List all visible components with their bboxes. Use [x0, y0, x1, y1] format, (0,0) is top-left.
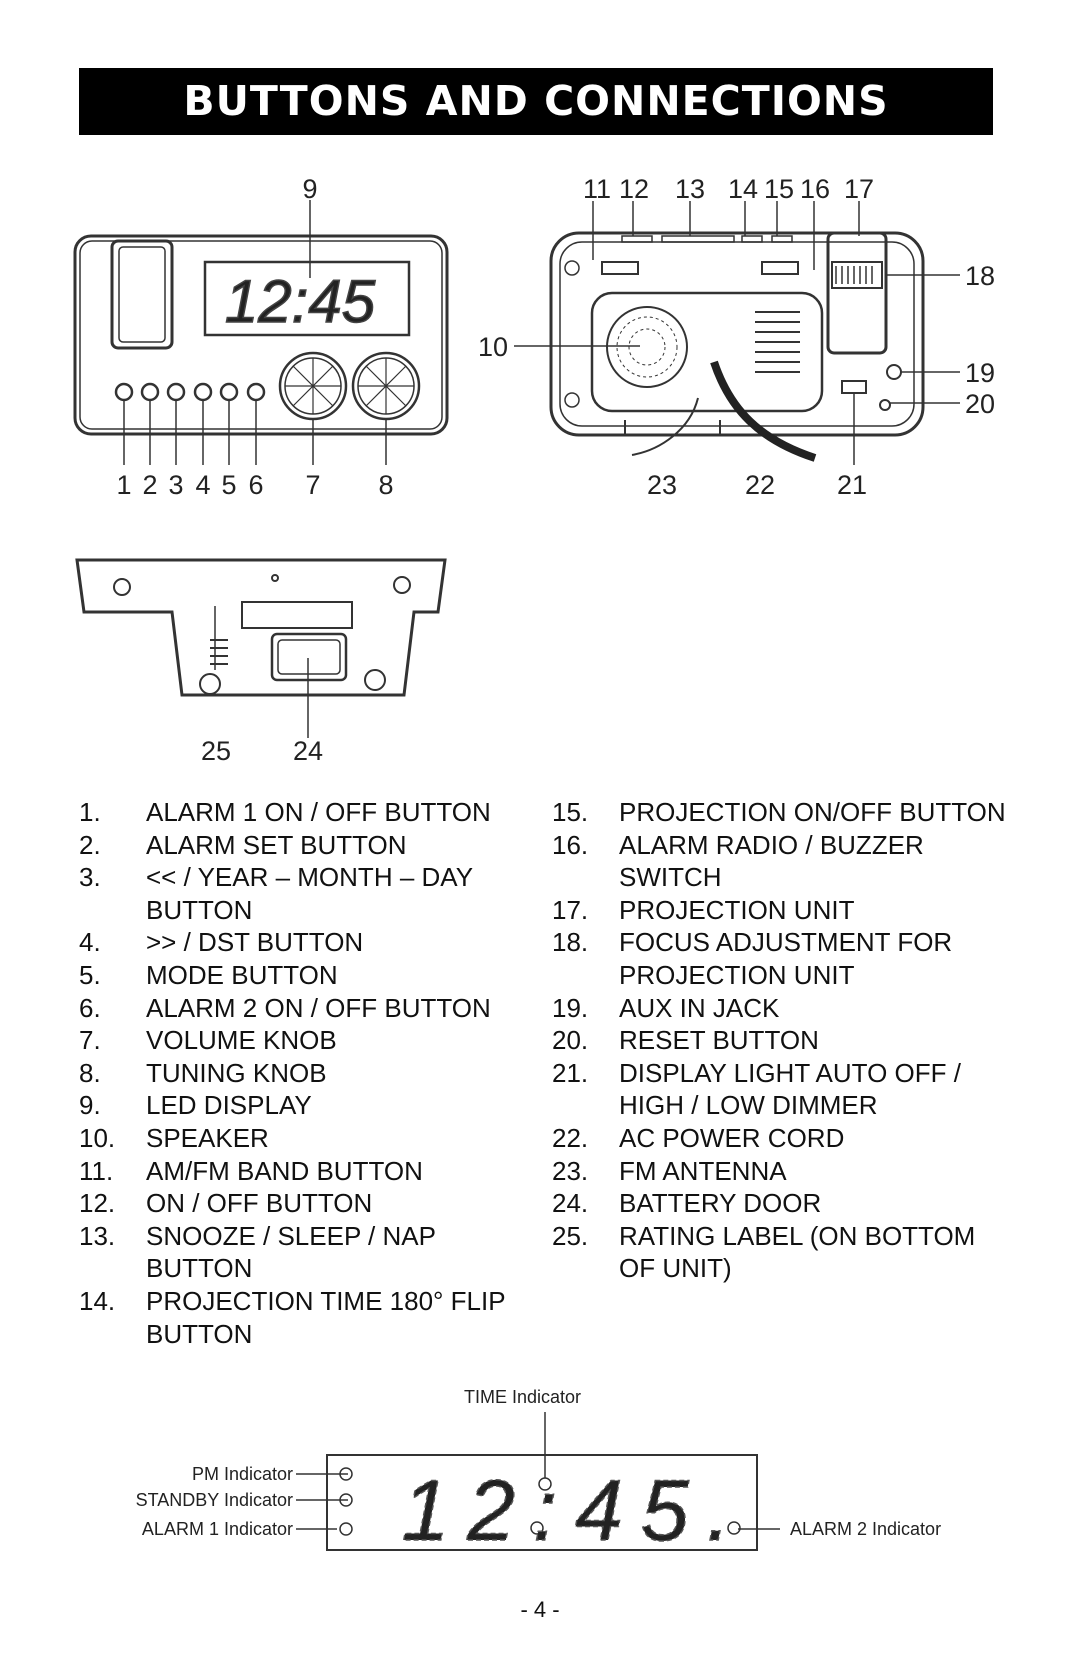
callout-3: 3	[168, 470, 184, 500]
standby-indicator-label: STANDBY Indicator	[135, 1490, 293, 1510]
page-number: - 4 -	[520, 1597, 560, 1622]
legend-item-number: 18.	[552, 927, 589, 958]
battery-door	[272, 634, 346, 680]
aux-in-jack	[887, 365, 901, 379]
legend-item-label: ALARM 1 ON / OFF BUTTON	[146, 797, 491, 827]
legend-item-label: ON / OFF BUTTON	[146, 1188, 373, 1219]
legend-item-number: 24.	[552, 1188, 589, 1219]
legend-item-number: 6.	[79, 992, 101, 1023]
legend-item-label: BATTERY DOOR	[619, 1188, 822, 1219]
legend-item-label: VOLUME KNOB	[146, 1025, 337, 1056]
legend-item	[552, 894, 1012, 927]
legend-item-label: MODE BUTTON	[146, 959, 338, 990]
legend-item-label: AUX IN JACK	[619, 992, 780, 1023]
legend-item	[79, 1155, 529, 1188]
legend-item	[79, 1024, 529, 1057]
callout-19: 19	[964, 358, 996, 388]
volume-knob	[280, 353, 346, 419]
legend-item-label: RATING LABEL (ON BOTTOM OF UNIT)	[619, 1220, 976, 1284]
legend-item-label: ALARM SET BUTTON	[146, 829, 407, 860]
legend-item	[79, 926, 529, 959]
legend-item-number: 16.	[552, 829, 589, 860]
legend-item-number: 4.	[79, 927, 101, 958]
callout-23: 23	[646, 470, 678, 500]
legend-item	[552, 1220, 1012, 1285]
callout-18: 18	[964, 261, 996, 291]
legend-item-label: >> / DST BUTTON	[146, 927, 364, 958]
callout-14: 14	[727, 174, 759, 204]
callout-17: 17	[843, 174, 875, 204]
bottom-view	[77, 560, 445, 738]
legend-item-label: LED DISPLAY	[146, 1090, 312, 1121]
callout-21: 21	[836, 470, 868, 500]
legend-right	[552, 796, 1012, 1285]
legend-item	[79, 1220, 529, 1285]
legend-item-number: 8.	[79, 1057, 101, 1088]
legend-item-number: 11.	[79, 1155, 114, 1186]
legend-item-number: 20.	[552, 1025, 589, 1056]
legend-item-label: AM/FM BAND BUTTON	[146, 1155, 423, 1186]
front-view	[75, 200, 447, 465]
legend-item-label: SNOOZE / SLEEP / NAP BUTTON	[146, 1220, 436, 1284]
legend-item	[79, 1187, 529, 1220]
callout-4: 4	[195, 470, 211, 500]
legend-item-number: 22.	[552, 1122, 589, 1153]
legend-item-number: 1.	[79, 797, 101, 827]
legend-item-number: 12.	[79, 1188, 116, 1219]
callout-2: 2	[142, 470, 158, 500]
legend-item-number: 19.	[552, 992, 589, 1023]
callout-5: 5	[221, 470, 237, 500]
callout-6: 6	[248, 470, 264, 500]
callout-9: 9	[302, 174, 318, 204]
legend-item-number: 15.	[552, 797, 589, 827]
legend-item	[79, 1057, 529, 1090]
page-title: BUTTONS AND CONNECTIONS	[79, 68, 993, 135]
legend-item	[79, 861, 529, 926]
callout-25: 25	[200, 736, 232, 766]
alarm1-indicator-label: ALARM 1 Indicator	[141, 1519, 293, 1539]
callout-20: 20	[964, 389, 996, 419]
legend-item	[79, 1285, 529, 1350]
front-display-digits: 12:45	[224, 268, 376, 335]
legend-item-label: PROJECTION UNIT	[619, 894, 855, 925]
legend-item	[79, 992, 529, 1025]
legend-item	[79, 959, 529, 992]
legend-item	[552, 1057, 1012, 1122]
pm-indicator-label: PM Indicator	[191, 1464, 293, 1484]
rear-view	[514, 201, 960, 465]
legend-item	[552, 1122, 1012, 1155]
callout-11: 11	[582, 174, 612, 204]
callout-12: 12	[618, 174, 650, 204]
callout-22: 22	[744, 470, 776, 500]
legend-item-number: 23.	[552, 1155, 589, 1186]
legend-item-label: PROJECTION TIME 180° FLIP BUTTON	[146, 1285, 506, 1349]
legend-item-label: FOCUS ADJUSTMENT FOR PROJECTION UNIT	[619, 927, 953, 990]
callout-24: 24	[292, 736, 324, 766]
legend-item-number: 5.	[79, 959, 101, 990]
legend-item-number: 14.	[79, 1285, 116, 1316]
legend-item-label: << / YEAR – MONTH – DAY BUTTON	[146, 862, 473, 925]
legend-item-label: RESET BUTTON	[619, 1025, 819, 1056]
callout-16: 16	[799, 174, 831, 204]
legend-item	[552, 1187, 1012, 1220]
legend-item-number: 13.	[79, 1220, 116, 1251]
legend-item-number: 3.	[79, 862, 101, 893]
legend-item-label: SPEAKER	[146, 1122, 269, 1153]
legend-item	[79, 1089, 529, 1122]
callout-15: 15	[763, 174, 795, 204]
legend-item	[552, 829, 1012, 894]
legend-item-number: 10.	[79, 1122, 116, 1153]
indicator-digits: 12:45.	[401, 1463, 749, 1559]
legend-item-number: 21.	[552, 1057, 589, 1088]
legend-item	[552, 926, 1012, 991]
legend-item-label: DISPLAY LIGHT AUTO OFF / HIGH / LOW DIMMER	[619, 1057, 961, 1121]
speaker	[607, 307, 687, 387]
time-indicator-label: TIME Indicator	[464, 1387, 582, 1407]
legend-item-label: FM ANTENNA	[619, 1155, 787, 1186]
legend-item-label: TUNING KNOB	[146, 1057, 327, 1088]
callout-10: 10	[477, 332, 509, 362]
legend-left	[79, 796, 529, 1350]
bottom-callout-lines	[215, 606, 308, 738]
callout-1: 1	[116, 470, 132, 500]
legend-item	[552, 992, 1012, 1025]
front-buttons	[116, 384, 264, 400]
legend-item	[79, 829, 529, 862]
legend-item-number: 17.	[552, 894, 589, 925]
tuning-knob	[353, 353, 419, 419]
callout-13: 13	[674, 174, 706, 204]
alarm2-indicator-label: ALARM 2 Indicator	[790, 1519, 942, 1539]
callout-8: 8	[378, 470, 394, 500]
legend-item-label: PROJECTION ON/OFF BUTTON	[619, 797, 1006, 827]
legend-item-label: ALARM RADIO / BUZZER SWITCH	[619, 829, 924, 893]
legend-item	[552, 1155, 1012, 1188]
projection-unit	[828, 233, 886, 353]
legend-item	[79, 1122, 529, 1155]
legend-item	[552, 796, 1012, 829]
legend-item	[552, 1024, 1012, 1057]
legend-item-label: AC POWER CORD	[619, 1122, 845, 1153]
legend-item-label: ALARM 2 ON / OFF BUTTON	[146, 992, 491, 1023]
legend-item-number: 7.	[79, 1025, 101, 1056]
legend-item-number: 9.	[79, 1090, 101, 1121]
legend-item-number: 2.	[79, 829, 101, 860]
legend-item-number: 25.	[552, 1220, 589, 1251]
callout-7: 7	[305, 470, 321, 500]
legend-item	[79, 796, 529, 829]
